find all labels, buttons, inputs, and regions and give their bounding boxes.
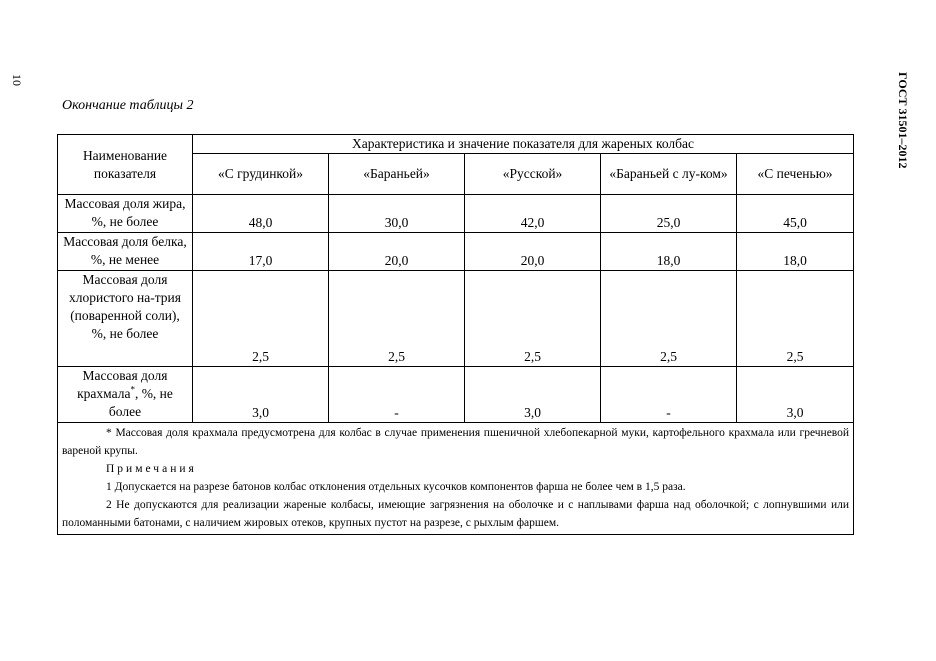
notes-row	[58, 423, 854, 535]
table-cell: 20,0	[465, 233, 601, 271]
row-name: Массовая доля хлористого на-трия (поваренной соли), %, не более	[58, 271, 193, 367]
table-row	[58, 195, 854, 233]
table-cell: 2,5	[465, 271, 601, 367]
row-name	[58, 367, 193, 423]
column-header: «Русской»	[465, 154, 601, 195]
table-cell: 42,0	[465, 195, 601, 233]
row-name: Массовая доля белка, %, не менее	[58, 233, 193, 271]
footnote-text: * Массовая доля крахмала предусмотрена для колбас в случае применения пшеничной хлебопекарной муки, картофельного крахмала или гречневой вареной крупы.	[62, 427, 850, 457]
table-row	[58, 271, 854, 367]
table-cell: 2,5	[193, 271, 329, 367]
page-number: 10	[10, 74, 24, 86]
table-caption: Окончание таблицы 2	[62, 98, 194, 113]
table-cell: 18,0	[601, 233, 737, 271]
notes-cell	[58, 423, 854, 535]
name-column-header: Наименование показателя	[58, 135, 193, 195]
table-cell: 2,5	[329, 271, 465, 367]
table-cell: 3,0	[193, 367, 329, 423]
document-code: ГОСТ 31501–2012	[896, 72, 910, 169]
table-cell: 2,5	[737, 271, 854, 367]
table-cell: 3,0	[737, 367, 854, 423]
table-cell: 48,0	[193, 195, 329, 233]
row-name: Массовая доля жира, %, не более	[58, 195, 193, 233]
table-row	[58, 367, 854, 423]
note-item: 1 Допускается на разрезе батонов колбас отклонения отдельных кусочков компонентов фарша не более чем в 1,5 раза.	[106, 481, 686, 493]
table-cell: 17,0	[193, 233, 329, 271]
column-header: «Бараньей»	[329, 154, 465, 195]
row-name-part: , %, не более	[108, 386, 173, 419]
table-cell: 3,0	[465, 367, 601, 423]
note-item: 2 Не допускаются для реализации жареные колбасы, имеющие загрязнения на оболочке и с наплывами фарша над оболочкой; с лопнувшими или поломанными батонами, с наличием жировых отеков, крупных пустот на разрезе, с рыхлым фаршем.	[62, 499, 850, 529]
column-header: «С грудинкой»	[193, 154, 329, 195]
table-cell: 2,5	[601, 271, 737, 367]
column-header: «Бараньей с лу-ком»	[601, 154, 737, 195]
table-cell: 25,0	[601, 195, 737, 233]
specs-table	[57, 134, 854, 535]
footnote-mark: *	[130, 384, 135, 395]
column-header: «С печенью»	[737, 154, 854, 195]
table-cell: 18,0	[737, 233, 854, 271]
table-cell: 30,0	[329, 195, 465, 233]
notes-title: Примечания	[106, 463, 197, 475]
table-header-row	[58, 135, 854, 154]
table-cell: -	[329, 367, 465, 423]
table-cell: 20,0	[329, 233, 465, 271]
row-name-part: Массовая доля крахмала	[77, 368, 168, 401]
group-column-header: Характеристика и значение показателя для жареных колбас	[193, 135, 854, 154]
table-cell: -	[601, 367, 737, 423]
table-cell: 45,0	[737, 195, 854, 233]
table-row	[58, 233, 854, 271]
